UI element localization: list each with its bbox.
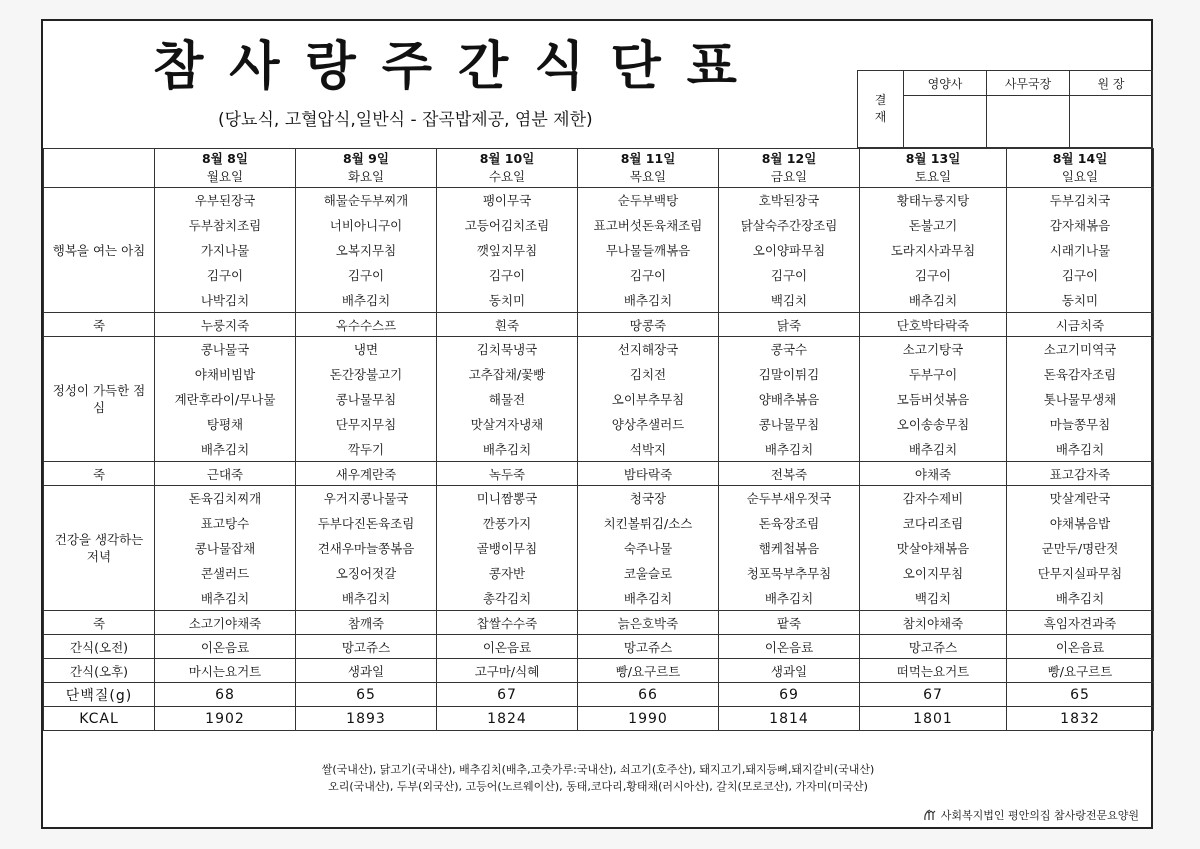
menu-cell: 콩국수 <box>719 337 860 362</box>
menu-cell: 고추잡채/꽃빵 <box>437 362 578 387</box>
menu-cell: 콩나물잡채 <box>155 536 296 561</box>
dinner-row <box>44 511 1154 536</box>
day-date: 8월 10일 <box>479 151 535 166</box>
day-date: 8월 11일 <box>620 151 676 166</box>
menu-cell: 녹두죽 <box>437 462 578 486</box>
menu-cell: 순두부백탕 <box>578 188 719 213</box>
menu-cell: 배추김치 <box>719 586 860 611</box>
menu-cell: 표고감자죽 <box>1007 462 1154 486</box>
weekly-menu-table <box>43 148 1154 731</box>
menu-cell: 계란후라이/무나물 <box>155 387 296 412</box>
approval-sign-manager <box>987 96 1070 148</box>
day-header <box>296 149 437 188</box>
menu-cell: 두부다진돈육조림 <box>296 511 437 536</box>
day-weekday: 목요일 <box>629 169 667 184</box>
menu-cell: 돈육감자조림 <box>1007 362 1154 387</box>
menu-cell: 가지나물 <box>155 238 296 263</box>
menu-cell: 고구마/식혜 <box>437 659 578 683</box>
menu-cell: 배추김치 <box>1007 437 1154 462</box>
kcal-row <box>44 707 1154 731</box>
menu-cell: 김치전 <box>578 362 719 387</box>
porridge2-row <box>44 462 1154 486</box>
snack_pm-label: 간식(오후) <box>44 659 155 683</box>
menu-cell: 옥수수스프 <box>296 313 437 337</box>
menu-cell: 오복지무침 <box>296 238 437 263</box>
menu-cell: 배추김치 <box>296 586 437 611</box>
approval-label-2: 재 <box>874 110 887 124</box>
menu-cell: 배추김치 <box>437 437 578 462</box>
menu-cell: 김구이 <box>296 263 437 288</box>
menu-cell: 팽이무국 <box>437 188 578 213</box>
menu-cell: 소고기야채죽 <box>155 611 296 635</box>
menu-cell: 고등어김치조림 <box>437 213 578 238</box>
menu-cell: 배추김치 <box>296 288 437 313</box>
menu-cell: 양상추샐러드 <box>578 412 719 437</box>
menu-cell: 돈육김치찌개 <box>155 486 296 511</box>
lunch-row <box>44 412 1154 437</box>
porridge3-label: 죽 <box>44 611 155 635</box>
menu-cell: 야채비빔밥 <box>155 362 296 387</box>
menu-cell: 새우계란죽 <box>296 462 437 486</box>
menu-cell: 67 <box>437 683 578 707</box>
menu-cell: 배추김치 <box>578 288 719 313</box>
menu-cell: 김구이 <box>437 263 578 288</box>
menu-cell: 황태누룽지탕 <box>860 188 1007 213</box>
menu-cell: 흑임자견과죽 <box>1007 611 1154 635</box>
menu-cell: 군만두/명란젓 <box>1007 536 1154 561</box>
day-weekday: 일요일 <box>1061 169 1099 184</box>
lunch-row <box>44 362 1154 387</box>
menu-cell: 생과일 <box>719 659 860 683</box>
menu-cell: 콩나물무침 <box>296 387 437 412</box>
menu-cell: 석박지 <box>578 437 719 462</box>
menu-cell: 냉면 <box>296 337 437 362</box>
menu-cell: 단호박타락죽 <box>860 313 1007 337</box>
organization <box>923 807 1139 823</box>
approval-sign-director <box>1070 96 1153 148</box>
menu-cell: 톳나물무생채 <box>1007 387 1154 412</box>
page-title: 참사랑주간식단표 <box>153 37 763 97</box>
menu-cell: 배추김치 <box>578 586 719 611</box>
menu-cell: 65 <box>296 683 437 707</box>
menu-cell: 마늘쫑무침 <box>1007 412 1154 437</box>
date-header-row <box>44 149 1154 188</box>
menu-cell: 해물전 <box>437 387 578 412</box>
menu-cell: 1902 <box>155 707 296 731</box>
menu-cell: 표고버섯돈육채조림 <box>578 213 719 238</box>
menu-cell: 깻잎지무침 <box>437 238 578 263</box>
menu-cell: 시래기나물 <box>1007 238 1154 263</box>
menu-cell: 호박된장국 <box>719 188 860 213</box>
menu-cell: 너비아니구이 <box>296 213 437 238</box>
menu-cell: 1893 <box>296 707 437 731</box>
menu-cell: 참깨죽 <box>296 611 437 635</box>
breakfast-row <box>44 263 1154 288</box>
menu-cell: 오이송송무침 <box>860 412 1007 437</box>
menu-cell: 백김치 <box>860 586 1007 611</box>
menu-cell: 탕평채 <box>155 412 296 437</box>
day-header <box>719 149 860 188</box>
menu-cell: 팥죽 <box>719 611 860 635</box>
menu-cell: 돈육장조림 <box>719 511 860 536</box>
menu-cell: 돈불고기 <box>860 213 1007 238</box>
breakfast-label: 행복을 여는 아침 <box>44 188 155 313</box>
menu-cell: 해물순두부찌개 <box>296 188 437 213</box>
menu-cell: 맛살겨자냉채 <box>437 412 578 437</box>
menu-cell: 순두부새우젓국 <box>719 486 860 511</box>
porridge2-label: 죽 <box>44 462 155 486</box>
menu-cell: 단무지무침 <box>296 412 437 437</box>
porridge1-row <box>44 313 1154 337</box>
menu-cell: 감자채볶음 <box>1007 213 1154 238</box>
menu-cell: 맛살야채볶음 <box>860 536 1007 561</box>
menu-cell: 밤타락죽 <box>578 462 719 486</box>
menu-cell: 이온음료 <box>437 635 578 659</box>
menu-cell: 닭죽 <box>719 313 860 337</box>
menu-cell: 코다리조림 <box>860 511 1007 536</box>
menu-cell: 시금치죽 <box>1007 313 1154 337</box>
menu-cell: 맛살계란국 <box>1007 486 1154 511</box>
menu-cell: 콘샐러드 <box>155 561 296 586</box>
menu-cell: 찹쌀수수죽 <box>437 611 578 635</box>
menu-cell: 김구이 <box>155 263 296 288</box>
menu-cell: 코울슬로 <box>578 561 719 586</box>
lunch-row <box>44 337 1154 362</box>
menu-cell: 이온음료 <box>719 635 860 659</box>
menu-cell: 닭살숙주간장조림 <box>719 213 860 238</box>
menu-cell: 1801 <box>860 707 1007 731</box>
menu-cell: 백김치 <box>719 288 860 313</box>
day-date: 8월 13일 <box>905 151 961 166</box>
dinner-row <box>44 536 1154 561</box>
day-date: 8월 9일 <box>343 151 389 166</box>
menu-cell: 망고쥬스 <box>296 635 437 659</box>
approval-label <box>858 71 904 148</box>
menu-cell: 배추김치 <box>860 437 1007 462</box>
menu-cell: 나박김치 <box>155 288 296 313</box>
menu-cell: 청포묵부추무침 <box>719 561 860 586</box>
day-header <box>437 149 578 188</box>
origin-notice <box>43 761 1153 795</box>
menu-cell: 망고쥬스 <box>860 635 1007 659</box>
menu-cell: 이온음료 <box>155 635 296 659</box>
day-date: 8월 8일 <box>202 151 248 166</box>
menu-cell: 이온음료 <box>1007 635 1154 659</box>
menu-cell: 야채죽 <box>860 462 1007 486</box>
title-area <box>43 21 1153 148</box>
kcal-label: KCAL <box>44 707 155 731</box>
menu-cell: 도라지사과무침 <box>860 238 1007 263</box>
dinner-row <box>44 561 1154 586</box>
lunch-row <box>44 387 1154 412</box>
snack_am-label: 간식(오전) <box>44 635 155 659</box>
footer <box>43 749 1153 829</box>
day-weekday: 월요일 <box>206 169 244 184</box>
menu-cell: 늙은호박죽 <box>578 611 719 635</box>
menu-cell: 오이양파무침 <box>719 238 860 263</box>
porridge1-label: 죽 <box>44 313 155 337</box>
menu-cell: 67 <box>860 683 1007 707</box>
menu-cell: 단무지실파무침 <box>1007 561 1154 586</box>
lunch-row <box>44 437 1154 462</box>
menu-cell: 마시는요거트 <box>155 659 296 683</box>
protein-row <box>44 683 1154 707</box>
menu-cell: 무나물들깨볶음 <box>578 238 719 263</box>
menu-cell: 골뱅이무침 <box>437 536 578 561</box>
menu-cell: 생과일 <box>296 659 437 683</box>
day-header <box>155 149 296 188</box>
menu-cell: 1814 <box>719 707 860 731</box>
day-weekday: 토요일 <box>914 169 952 184</box>
menu-cell: 깐풍가지 <box>437 511 578 536</box>
menu-cell: 빵/요구르트 <box>1007 659 1154 683</box>
menu-cell: 소고기탕국 <box>860 337 1007 362</box>
menu-cell: 콩자반 <box>437 561 578 586</box>
approval-role-dietitian: 영양사 <box>904 71 987 96</box>
menu-cell: 망고쥬스 <box>578 635 719 659</box>
day-weekday: 금요일 <box>770 169 808 184</box>
menu-cell: 우부된장국 <box>155 188 296 213</box>
dinner-row <box>44 486 1154 511</box>
menu-cell: 오징어젓갈 <box>296 561 437 586</box>
menu-cell: 동치미 <box>437 288 578 313</box>
menu-cell: 누룽지죽 <box>155 313 296 337</box>
menu-cell: 1832 <box>1007 707 1154 731</box>
menu-cell: 양배추볶음 <box>719 387 860 412</box>
menu-cell: 표고탕수 <box>155 511 296 536</box>
menu-cell: 66 <box>578 683 719 707</box>
breakfast-row <box>44 288 1154 313</box>
menu-cell: 김구이 <box>578 263 719 288</box>
approval-label-1: 결 <box>874 93 887 107</box>
menu-cell: 햄케첩볶음 <box>719 536 860 561</box>
menu-cell: 감자수제비 <box>860 486 1007 511</box>
menu-cell: 두부김치국 <box>1007 188 1154 213</box>
menu-cell: 땅콩죽 <box>578 313 719 337</box>
organization-logo-icon <box>923 808 937 822</box>
menu-cell: 1824 <box>437 707 578 731</box>
menu-cell: 김구이 <box>719 263 860 288</box>
day-header <box>1007 149 1154 188</box>
menu-cell: 김말이튀김 <box>719 362 860 387</box>
menu-cell: 69 <box>719 683 860 707</box>
menu-cell: 총각김치 <box>437 586 578 611</box>
snack_pm-row <box>44 659 1154 683</box>
menu-cell: 배추김치 <box>719 437 860 462</box>
menu-cell: 참치야채죽 <box>860 611 1007 635</box>
menu-cell: 김구이 <box>1007 263 1154 288</box>
menu-cell: 두부구이 <box>860 362 1007 387</box>
menu-cell: 빵/요구르트 <box>578 659 719 683</box>
lunch-label: 정성이 가득한 점심 <box>44 337 155 462</box>
menu-cell: 배추김치 <box>860 288 1007 313</box>
menu-cell: 우거지콩나물국 <box>296 486 437 511</box>
menu-cell: 콩나물국 <box>155 337 296 362</box>
corner-cell <box>44 149 155 188</box>
menu-cell: 콩나물무침 <box>719 412 860 437</box>
protein-label: 단백질(g) <box>44 683 155 707</box>
breakfast-row <box>44 188 1154 213</box>
dinner-label: 건강을 생각하는 저녁 <box>44 486 155 611</box>
menu-cell: 숙주나물 <box>578 536 719 561</box>
approval-role-director: 원 장 <box>1070 71 1153 96</box>
menu-cell: 미니짬뽕국 <box>437 486 578 511</box>
menu-cell: 근대죽 <box>155 462 296 486</box>
day-weekday: 수요일 <box>488 169 526 184</box>
menu-cell: 배추김치 <box>155 437 296 462</box>
page-subtitle: (당뇨식, 고혈압식,일반식 - 잡곡밥제공, 염분 제한) <box>218 110 593 130</box>
day-header <box>860 149 1007 188</box>
snack_am-row <box>44 635 1154 659</box>
approval-role-manager: 사무국장 <box>987 71 1070 96</box>
origin-line: 쌀(국내산), 닭고기(국내산), 배추김치(배추,고춧가루:국내산), 쇠고기(호주산), 돼지고기,돼지등뼈,돼지갈비(국내산) <box>321 763 875 776</box>
menu-cell: 치킨볼튀김/소스 <box>578 511 719 536</box>
menu-cell: 두부참치조림 <box>155 213 296 238</box>
day-header <box>578 149 719 188</box>
menu-cell: 1990 <box>578 707 719 731</box>
menu-cell: 동치미 <box>1007 288 1154 313</box>
menu-cell: 배추김치 <box>1007 586 1154 611</box>
menu-cell: 돈간장불고기 <box>296 362 437 387</box>
menu-cell: 오이부추무침 <box>578 387 719 412</box>
dinner-row <box>44 586 1154 611</box>
organization-name: 사회복지법인 평안의집 참사랑전문요양원 <box>940 809 1139 822</box>
menu-cell: 청국장 <box>578 486 719 511</box>
menu-cell: 견새우마늘쫑볶음 <box>296 536 437 561</box>
day-date: 8월 12일 <box>761 151 817 166</box>
menu-cell: 68 <box>155 683 296 707</box>
menu-cell: 소고기미역국 <box>1007 337 1154 362</box>
menu-cell: 야채볶음밥 <box>1007 511 1154 536</box>
approval-sign-dietitian <box>904 96 987 148</box>
menu-cell: 떠먹는요거트 <box>860 659 1007 683</box>
menu-cell: 오이지무침 <box>860 561 1007 586</box>
menu-cell: 김구이 <box>860 263 1007 288</box>
breakfast-row <box>44 238 1154 263</box>
porridge3-row <box>44 611 1154 635</box>
approval-box <box>857 70 1153 148</box>
menu-sheet <box>41 19 1153 829</box>
menu-cell: 김치묵냉국 <box>437 337 578 362</box>
menu-cell: 모듬버섯볶음 <box>860 387 1007 412</box>
menu-cell: 깍두기 <box>296 437 437 462</box>
origin-line: 오리(국내산), 두부(외국산), 고등어(노르웨이산), 동태,코다리,황태채(러시아산), 갈치(모로코산), 가자미(미국산) <box>328 780 868 793</box>
menu-cell: 배추김치 <box>155 586 296 611</box>
breakfast-row <box>44 213 1154 238</box>
menu-cell: 선지해장국 <box>578 337 719 362</box>
day-weekday: 화요일 <box>347 169 385 184</box>
day-date: 8월 14일 <box>1052 151 1108 166</box>
menu-cell: 전복죽 <box>719 462 860 486</box>
menu-cell: 65 <box>1007 683 1154 707</box>
menu-cell: 흰죽 <box>437 313 578 337</box>
